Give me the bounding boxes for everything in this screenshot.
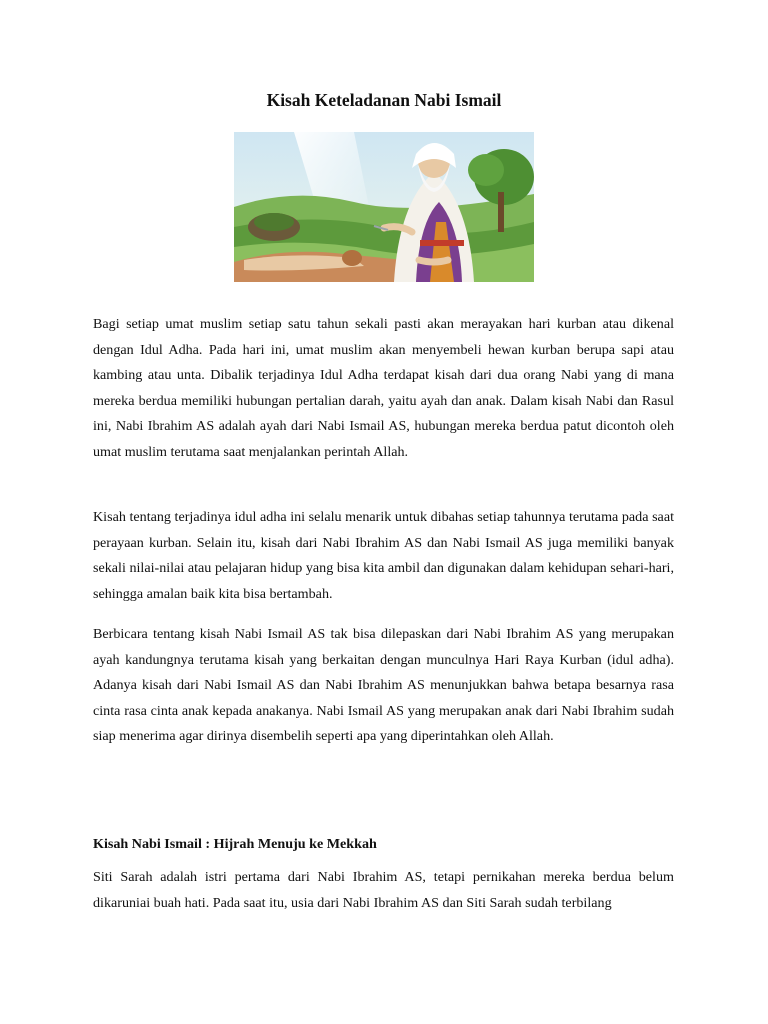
- paragraph-3: Berbicara tentang kisah Nabi Ismail AS tak bisa dilepaskan dari Nabi Ibrahim AS yang merupakan ayah kandungnya terutama kisah yang berkaitan dengan munculnya Hari Raya Kurban (idul adha). Adanya kisah dari Nabi Ismail AS dan Nabi Ibrahim AS menunjukkan bahwa betapa besarnya rasa cinta rasa cinta anak kepada anakanya. Nabi Ismail AS yang merupakan anak dari Nabi Ibrahim sudah siap menerima agar dirinya disembelih seperti apa yang diperintahkan oleh Allah.: [93, 626, 674, 744]
- document-title: Kisah Keteladanan Nabi Ismail: [266, 90, 502, 110]
- paragraph-1: Bagi setiap umat muslim setiap satu tahun sekali pasti akan merayakan hari kurban atau dikenal dengan Idul Adha. Pada hari ini, umat muslim akan menyembeli hewan kurban berupa sapi atau kambing atau unta. Dibalik terjadinya Idul Adha terdapat kisah dari dua orang Nabi yang di mana mereka berdua memiliki hubungan pertalian darah, yaitu ayah dan anak. Dalam kisah Nabi dan Rasul ini, Nabi Ibrahim AS adalah ayah dari Nabi Ismail AS, hubungan mereka berdua patut dicontoh oleh umat muslim terutama saat menjalankan perintah Allah.: [93, 316, 674, 460]
- illustration-icon: [234, 132, 534, 282]
- section-heading: Kisah Nabi Ismail : Hijrah Menuju ke Mekkah: [93, 836, 377, 852]
- paragraph-2: Kisah tentang terjadinya idul adha ini selalu menarik untuk dibahas setiap tahunnya terutama pada saat perayaan kurban. Selain itu, kisah dari Nabi Ibrahim AS dan Nabi Ismail AS juga memiliki banyak sekali nilai-nilai atau pelajaran hidup yang bisa kita ambil dan digunakan dalam kehidupan sehari-hari, sehingga amalan baik kita bisa bertambah.: [93, 509, 674, 602]
- paragraph-4: Siti Sarah adalah istri pertama dari Nabi Ibrahim AS, tetapi pernikahan mereka berdua belum dikaruniai buah hati. Pada saat itu, usia dari Nabi Ibrahim AS dan Siti Sarah sudah terbilang: [93, 869, 674, 911]
